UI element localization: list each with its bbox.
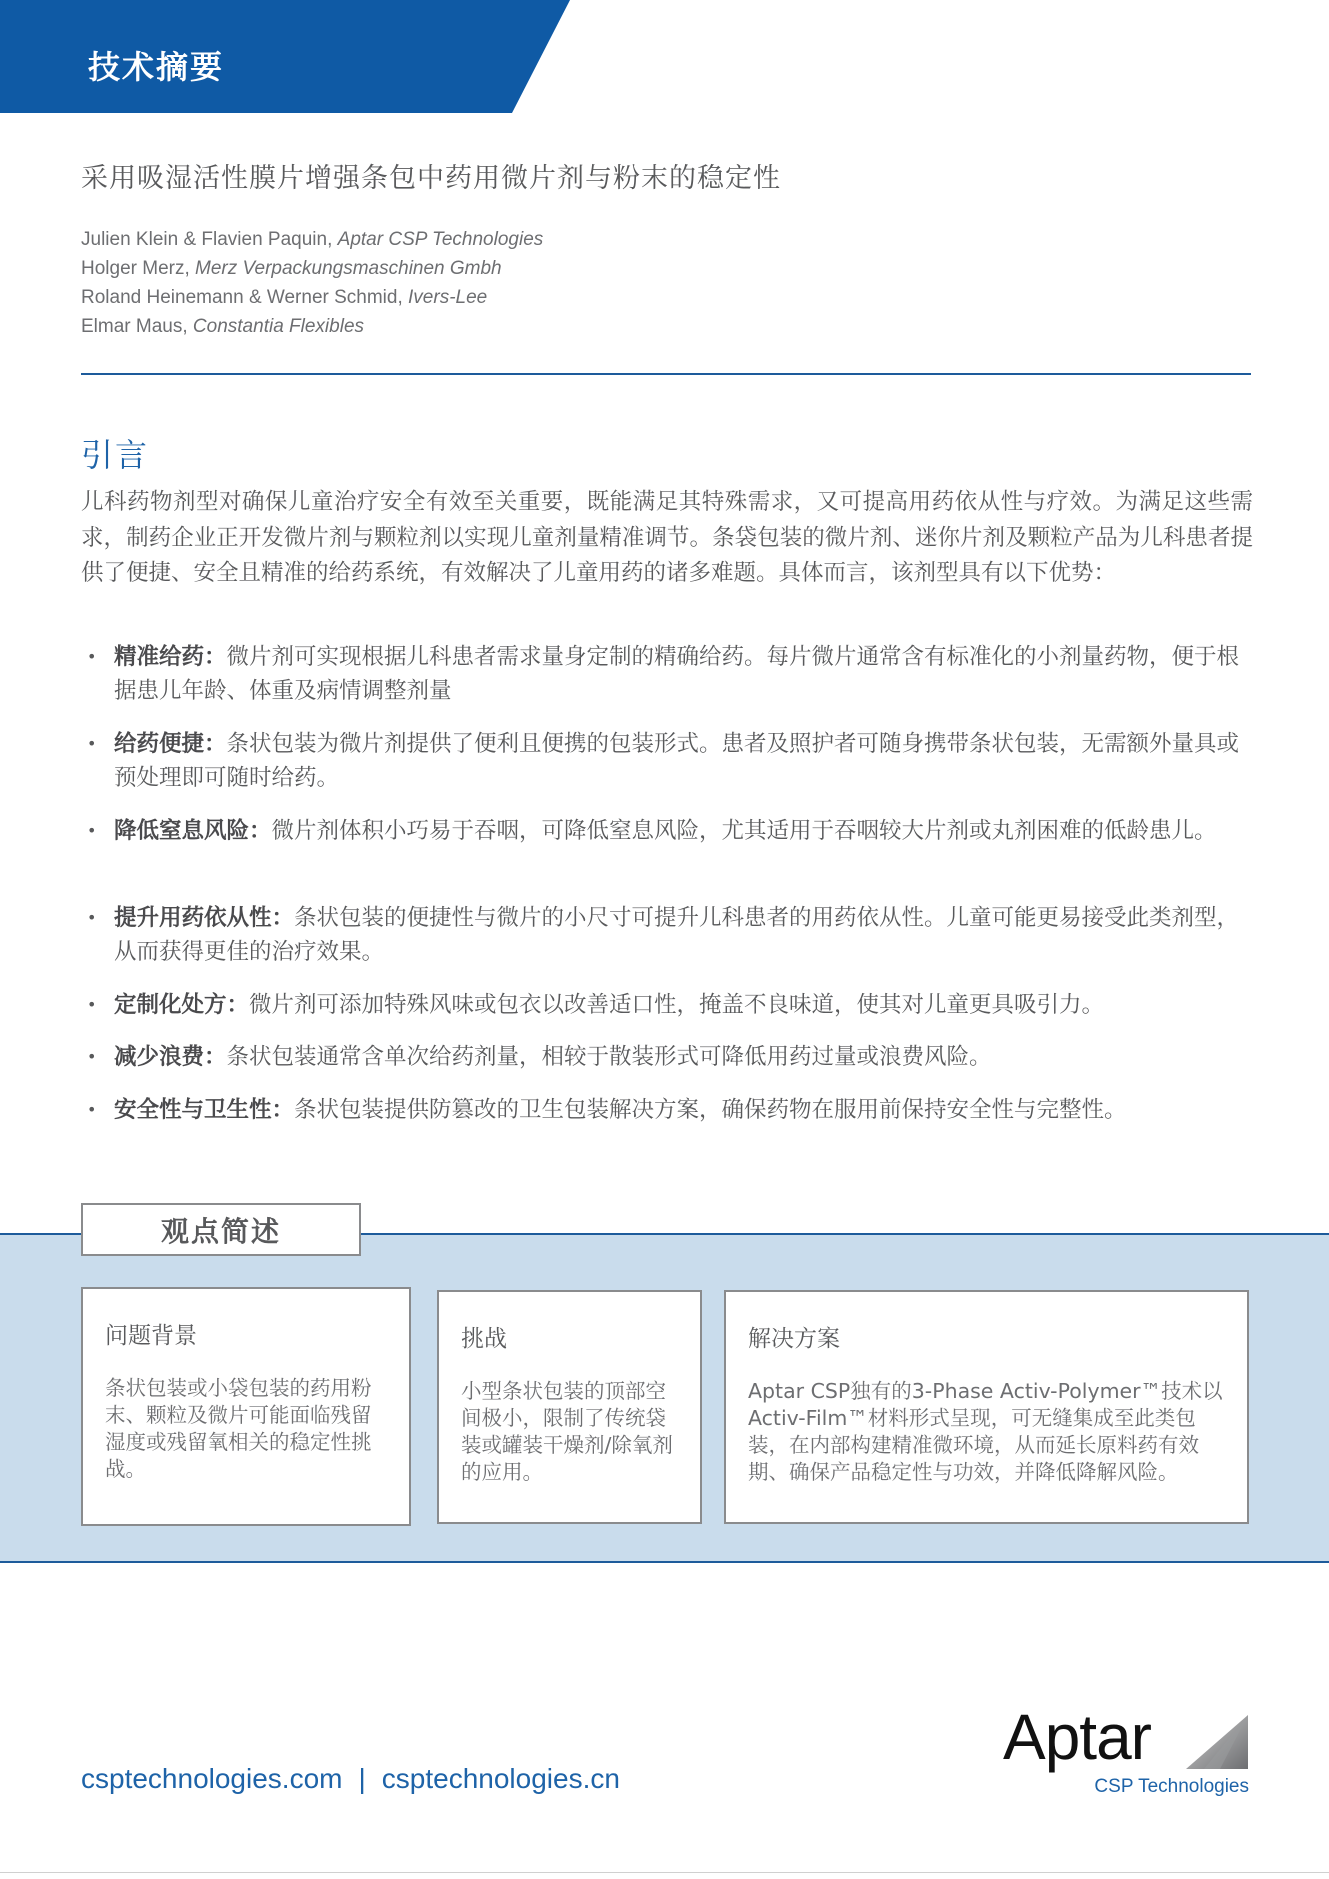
benefit-text: 微片剂可实现根据儿科患者需求量身定制的精确给药。每片微片通常含有标准化的小剂量药物，便于根据患儿年龄、体重及病情调整剂量 bbox=[114, 644, 1240, 704]
benefit-text: 微片剂体积小巧易于吞咽，可降低窒息风险，尤其适用于吞咽较大片剂或丸剂困难的低龄患儿。 bbox=[271, 818, 1217, 844]
bullet-icon: • bbox=[87, 908, 97, 927]
author-line bbox=[81, 283, 543, 312]
benefit-item bbox=[81, 1040, 1253, 1074]
footer-links bbox=[81, 1763, 620, 1795]
benefit-item bbox=[81, 1093, 1253, 1127]
aptar-logo bbox=[1000, 1701, 1260, 1805]
author-affiliation: Ivers-Lee bbox=[408, 287, 488, 308]
logo-subtitle: CSP Technologies bbox=[1094, 1776, 1249, 1797]
benefit-item bbox=[81, 640, 1253, 708]
banner-title: 技术摘要 bbox=[88, 48, 225, 86]
author-line bbox=[81, 312, 543, 341]
benefit-item bbox=[81, 988, 1253, 1022]
benefit-label: 安全性与卫生性： bbox=[114, 1097, 295, 1123]
card-problem-background bbox=[81, 1287, 411, 1526]
page-bottom-rule bbox=[0, 1872, 1329, 1873]
benefit-label: 减少浪费： bbox=[114, 1044, 227, 1070]
card-title: 问题背景 bbox=[105, 1323, 197, 1349]
benefit-text: 条状包装的便捷性与微片的小尺寸可提升儿科患者的用药依从性。儿童可能更易接受此类剂型，从而获得更佳的治疗效果。 bbox=[114, 905, 1240, 965]
author-line bbox=[81, 254, 543, 283]
benefit-label: 降低窒息风险： bbox=[114, 818, 272, 844]
bullet-icon: • bbox=[87, 647, 97, 666]
author-affiliation: Merz Verpackungsmaschinen Gmbh bbox=[195, 258, 502, 279]
card-title: 解决方案 bbox=[748, 1326, 840, 1352]
bullet-icon: • bbox=[87, 1100, 97, 1119]
author-names: Roland Heinemann & Werner Schmid, bbox=[81, 287, 409, 308]
benefit-label: 给药便捷： bbox=[114, 731, 227, 757]
link-csptechnologies-cn[interactable]: csptechnologies.cn bbox=[381, 1763, 620, 1794]
card-solution bbox=[724, 1290, 1249, 1524]
card-challenge bbox=[437, 1290, 702, 1524]
link-csptechnologies-com[interactable]: csptechnologies.com bbox=[81, 1763, 343, 1794]
author-names: Elmar Maus, bbox=[81, 316, 193, 337]
benefit-label: 提升用药依从性： bbox=[114, 905, 295, 931]
benefit-item bbox=[81, 901, 1253, 969]
card-body: 小型条状包装的顶部空间极小，限制了传统袋装或罐装干燥剂/除氧剂的应用。 bbox=[461, 1379, 673, 1484]
benefit-item bbox=[81, 727, 1253, 795]
author-names: Julien Klein & Flavien Paquin, bbox=[81, 229, 338, 250]
link-separator: | bbox=[358, 1763, 366, 1794]
card-body: Aptar CSP独有的3-Phase Activ-Polymer™技术以Activ-Film™材料形式呈现，可无缝集成至此类包装，在内部构建精准微环境，从而延长原料药有效期、确保产品稳定性与功效，并降低降解风险。 bbox=[748, 1379, 1223, 1484]
intro-heading: 引言 bbox=[81, 436, 150, 474]
benefit-item bbox=[81, 814, 1253, 848]
author-line bbox=[81, 225, 543, 254]
author-list bbox=[81, 225, 543, 341]
bullet-icon: • bbox=[87, 821, 97, 840]
key-points-tab: 观点简述 bbox=[81, 1203, 361, 1256]
bullet-icon: • bbox=[87, 1047, 97, 1066]
benefit-text: 微片剂可添加特殊风味或包衣以改善适口性，掩盖不良味道，使其对儿童更具吸引力。 bbox=[249, 992, 1105, 1018]
document-title: 采用吸湿活性膜片增强条包中药用微片剂与粉末的稳定性 bbox=[81, 163, 781, 194]
author-affiliation: Constantia Flexibles bbox=[192, 316, 365, 337]
benefit-label: 精准给药： bbox=[114, 644, 227, 670]
card-title: 挑战 bbox=[461, 1326, 507, 1352]
intro-paragraph: 儿科药物剂型对确保儿童治疗安全有效至关重要，既能满足其特殊需求，又可提高用药依从性与疗效。为满足这些需求，制药企业正开发微片剂与颗粒剂以实现儿童剂量精准调节。条袋包装的微片剂、迷你片剂及颗粒产品为儿科患者提供了便捷、安全且精准的给药系统，有效解决了儿童用药的诸多难题。具体而言，该剂型具有以下优势： bbox=[81, 489, 1253, 586]
bullet-icon: • bbox=[87, 734, 97, 753]
bullet-icon: • bbox=[87, 995, 97, 1014]
benefit-text: 条状包装通常含单次给药剂量，相较于散装形式可降低用药过量或浪费风险。 bbox=[226, 1044, 992, 1070]
card-body: 条状包装或小袋包装的药用粉末、颗粒及微片可能面临残留湿度或残留氧相关的稳定性挑战。 bbox=[105, 1376, 372, 1481]
benefit-text: 条状包装为微片剂提供了便利且便携的包装形式。患者及照护者可随身携带条状包装，无需额外量具或预处理即可随时给药。 bbox=[114, 731, 1240, 791]
benefit-text: 条状包装提供防篡改的卫生包装解决方案，确保药物在服用前保持安全性与完整性。 bbox=[294, 1097, 1127, 1123]
header-banner bbox=[0, 0, 570, 113]
author-names: Holger Merz, bbox=[81, 258, 196, 279]
benefit-label: 定制化处方： bbox=[114, 992, 250, 1018]
logo-wordmark: Aptar bbox=[1003, 1701, 1151, 1773]
aptar-swoosh-icon bbox=[1186, 1715, 1250, 1769]
author-affiliation: Aptar CSP Technologies bbox=[337, 229, 544, 250]
title-divider bbox=[81, 373, 1251, 375]
